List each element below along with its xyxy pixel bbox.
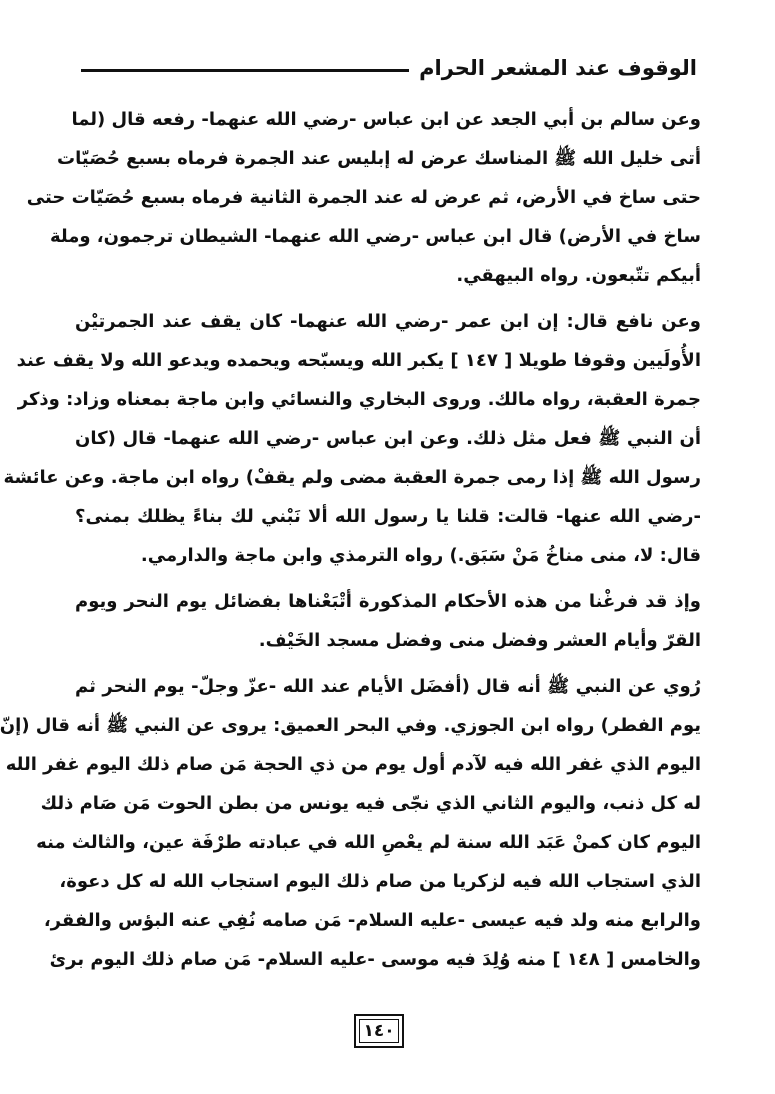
text-line: وعن نافع قال: إن ابن عمر -رضي الله عنهما- كان يقف عند الجمرتيْن	[75, 311, 701, 332]
text-line: قال: لا، منى مناخُ مَنْ سَبَق.) رواه الترمذي وابن ماجة والدارمي.	[140, 545, 701, 566]
text-line: له كل ذنب، واليوم الثاني الذي نجّى فيه يونس من بطن الحوت مَن صَام ذلك	[40, 793, 701, 814]
text-line: الذي استجاب الله فيه لزكريا من صام ذلك اليوم استجاب الله له كل دعوة،	[59, 871, 701, 892]
text-line: وعن سالم بن أبي الجعد عن ابن عباس -رضي الله عنهما- رفعه قال (لما	[71, 109, 701, 130]
text-line: رسول الله ﷺ إذا رمى جمرة العقبة مضى ولم يقفْ) رواه ابن ماجة. وعن عائشة	[3, 467, 701, 488]
text-line: الأُولَيين وقوفا طويلا [ ١٤٧ ] يكبر الله ويسبّحه ويحمده ويدعو الله ولا يقف عند	[16, 350, 701, 371]
text-line: وإذ قد فرغْنا من هذه الأحكام المذكورة أتْبَعْناها بفضائل يوم النحر ويوم	[75, 591, 701, 612]
text-line: أن النبي ﷺ فعل مثل ذلك. وعن ابن عباس -رضي الله عنهما- قال (كان	[75, 428, 701, 449]
text-line: والرابع منه ولد فيه عيسى -عليه السلام- مَن صامه نُفِي عنه البؤس والفقر،	[43, 910, 701, 931]
page-number-frame	[354, 1014, 404, 1048]
text-line: أبيكم تتّبعون. رواه البيهقي.	[456, 265, 701, 286]
page-number: ١٤٠	[359, 1019, 399, 1043]
paragraph-1	[26, 100, 701, 295]
header-rule	[81, 69, 409, 72]
running-header	[81, 48, 697, 88]
text-line: حتى ساخ في الأرض، ثم عرض له عند الجمرة الثانية فرماه بسبع حُصَيّات حتى	[26, 187, 701, 208]
paragraph-3	[75, 582, 701, 660]
header-title: الوقوف عند المشعر الحرام	[419, 56, 697, 80]
page-body	[0, 100, 701, 986]
text-line: جمرة العقبة، رواه مالك. وروى البخاري والنسائي وابن ماجة بمعناه وزاد: وذكر	[17, 389, 701, 410]
text-line: القرّ وأيام العشر وفضل منى وفضل مسجد الخَيْف.	[258, 630, 701, 651]
text-line: ساخ في الأرض) قال ابن عباس -رضي الله عنهما- الشيطان ترجمون، وملة	[49, 226, 701, 247]
text-line: والخامس [ ١٤٨ ] منه وُلِدَ فيه موسى -عليه السلام- مَن صام ذلك اليوم برئ	[49, 949, 701, 970]
text-line: أتى خليل الله ﷺ المناسك عرض له إبليس عند الجمرة فرماه بسبع حُصَيّات	[57, 148, 701, 169]
text-line: رُوي عن النبي ﷺ أنه قال (أفضَل الأيام عند الله -عزّ وجلّ- يوم النحر ثم	[75, 676, 701, 697]
paragraph-2	[3, 302, 701, 575]
paragraph-4	[0, 667, 701, 979]
text-line: اليوم كان كمنْ عَبَد الله سنة لم يعْصِ الله في عبادته طرْفَة عين، والثالث منه	[36, 832, 701, 853]
text-line: اليوم الذي غفر الله فيه لآدم أول يوم من ذي الحجة مَن صام ذلك اليوم غفر الله	[5, 754, 701, 775]
text-line: -رضي الله عنها- قالت: قلنا يا رسول الله ألا نَبْني لك بناءً يظلك بمنى؟	[75, 506, 701, 527]
text-line: يوم الفطر) رواه ابن الجوزي. وفي البحر العميق: يروى عن النبي ﷺ أنه قال (إنّ	[0, 715, 701, 736]
